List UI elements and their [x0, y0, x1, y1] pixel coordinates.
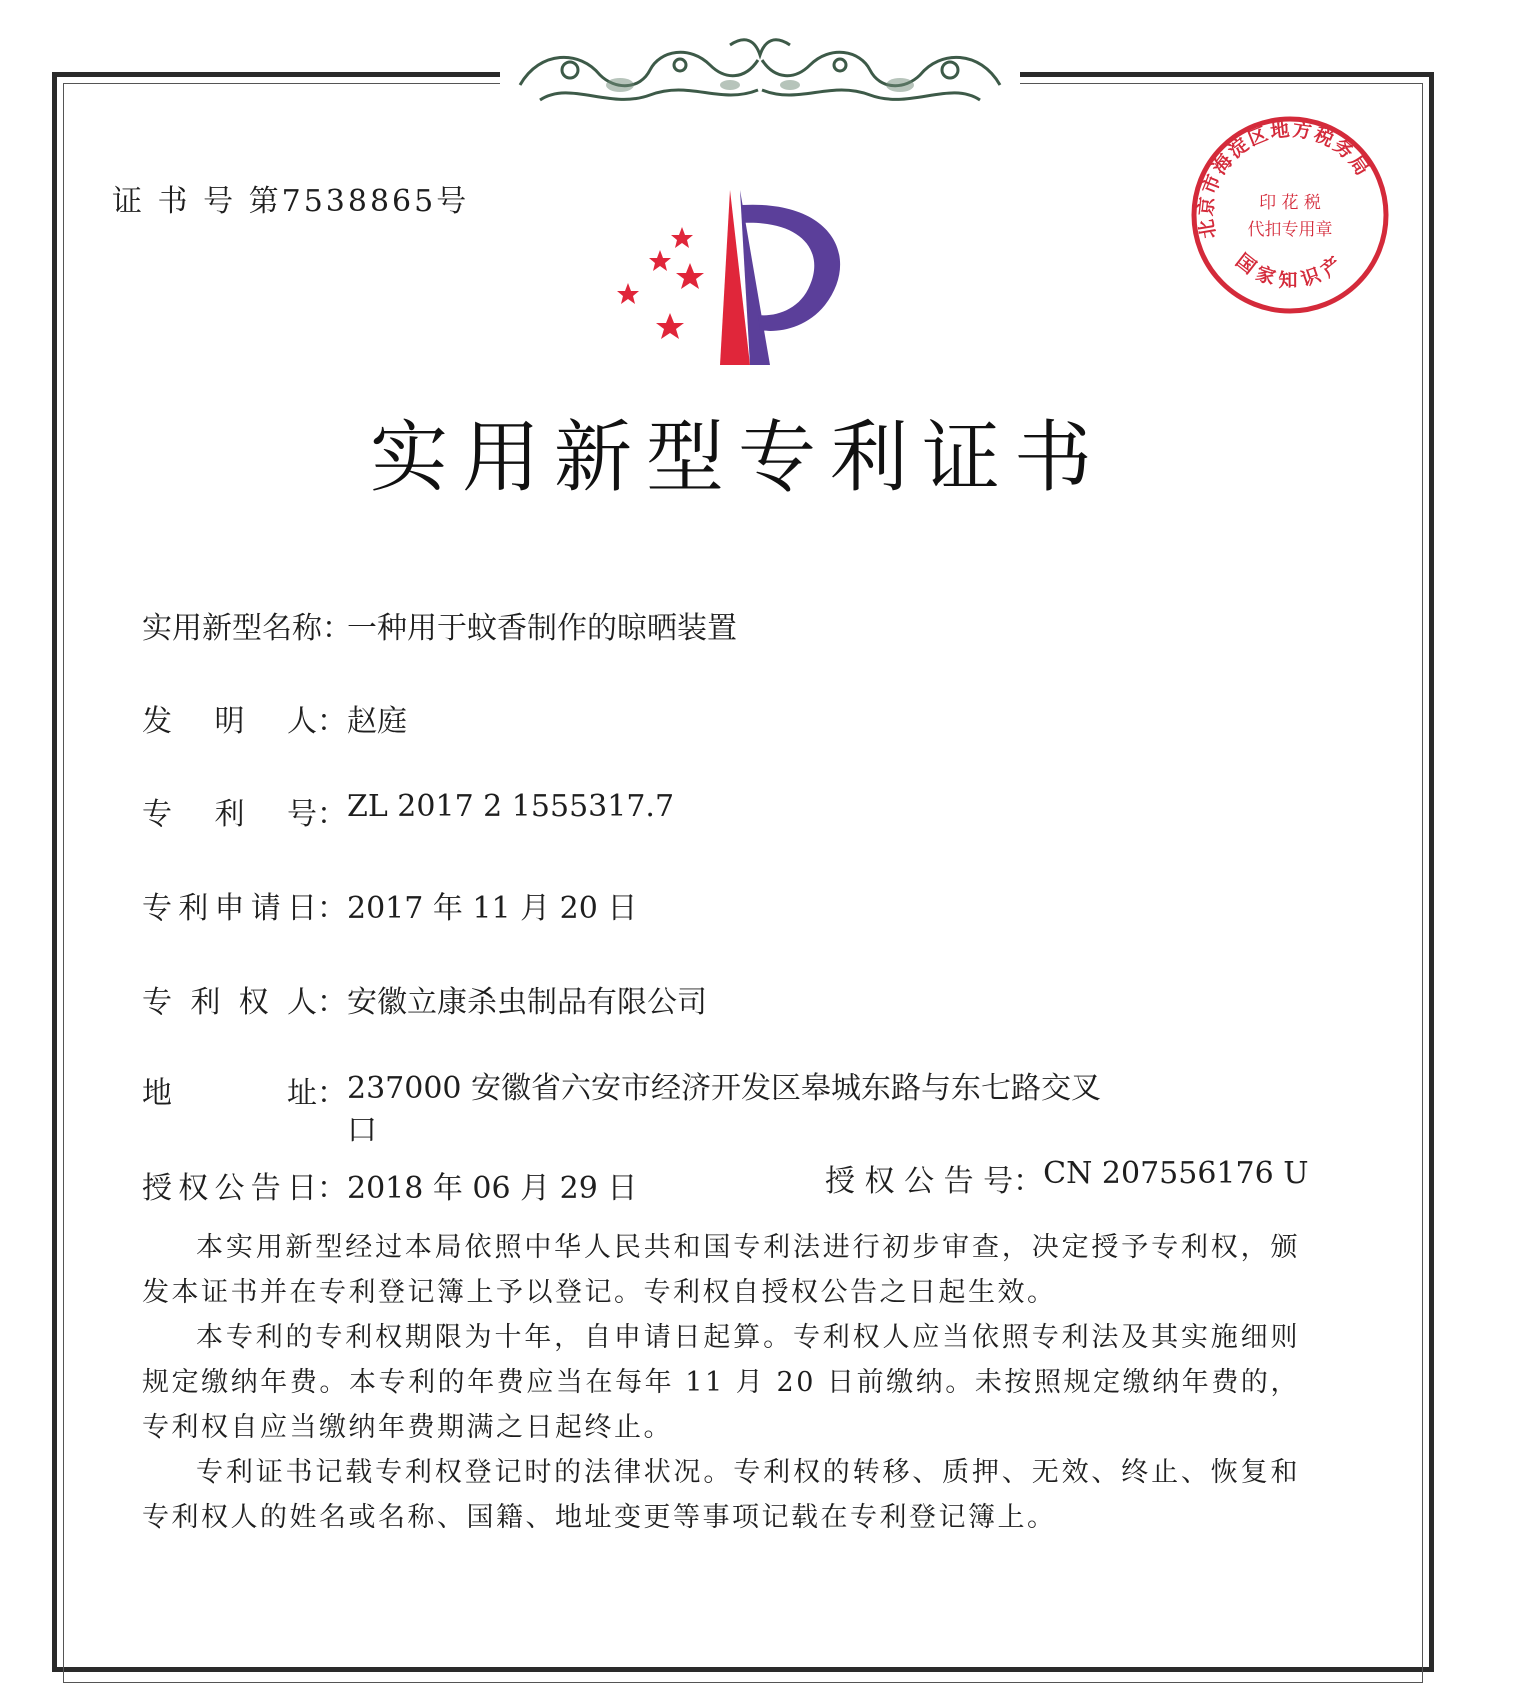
seal-inner-line1: 印 花 税 — [1259, 193, 1321, 213]
field-grant-date — [142, 1163, 637, 1207]
field-label: 授 权 公 告 日 ： — [142, 1171, 347, 1206]
page-title: 实用新型专利证书 — [370, 413, 1107, 503]
field-value: 一种用于蚊香制作的晾晒装置 — [347, 611, 737, 646]
field-value: 2018 年 06 月 29 日 — [347, 1171, 638, 1206]
logo-stars-icon — [617, 227, 704, 339]
paragraph: 专利证书记载专利权登记时的法律状况。专利权的转移、质押、无效、终止、恢复和专利权人的姓名或名称、国籍、地址变更等事项记载在专利登记簿上。 — [142, 1457, 1300, 1533]
field-value: 2017 年 11 月 20 日 — [347, 891, 638, 926]
field-label: 专 利 权 人 ： — [142, 985, 347, 1020]
field-inventor — [142, 696, 407, 740]
ornament-icon — [500, 30, 1020, 120]
field-value: 安徽立康杀虫制品有限公司 — [347, 985, 707, 1020]
field-value: 赵庭 — [347, 704, 407, 739]
tax-seal-stamp — [1188, 113, 1393, 318]
field-application-date — [142, 883, 637, 927]
field-label: 专 利 申 请 日 ： — [142, 891, 347, 926]
field-value: CN 207556176 U — [1043, 1156, 1309, 1191]
field-grant-number — [825, 1156, 1309, 1200]
field-value: 237000 安徽省六安市经济开发区皋城东路与东七路交叉口 — [347, 1071, 1102, 1148]
field-label: 授 权 公 告 号： — [825, 1164, 1044, 1199]
field-patentee — [142, 977, 707, 1021]
field-label: 地 址 ： — [142, 1076, 347, 1111]
field-patent-number — [142, 789, 674, 833]
field-utility-model-name — [142, 603, 737, 647]
patent-office-logo-icon — [600, 185, 870, 370]
seal-inner-line2: 代扣专用章 — [1247, 220, 1333, 240]
field-address — [142, 1068, 1107, 1152]
field-label: 实用新型名称： — [142, 611, 352, 646]
legal-notice — [142, 1225, 1300, 1540]
seal-bottom-text: 国家知识产 — [1231, 248, 1351, 292]
paragraph: 本专利的专利权期限为十年，自申请日起算。专利权人应当依照专利法及其实施细则规定缴纳年费。本专利的年费应当在每年 11 月 20 日前缴纳。未按照规定缴纳年费的，专利权自应当缴纳年费期满之日起终止。 — [142, 1322, 1300, 1443]
seal-outer-text: 北京市海淀区地方税务局 — [1194, 118, 1375, 241]
field-label: 发 明 人 ： — [142, 704, 347, 739]
paragraph: 本实用新型经过本局依照中华人民共和国专利法进行初步审查，决定授予专利权，颁发本证书并在专利登记簿上予以登记。专利权自授权公告之日起生效。 — [142, 1232, 1300, 1308]
certificate-number: 证 书 号 第7538865号 — [112, 184, 470, 219]
field-value: ZL 2017 2 1555317.7 — [347, 789, 675, 824]
seal-icon — [1188, 113, 1393, 318]
field-label: 专 利 号 ： — [142, 797, 347, 832]
